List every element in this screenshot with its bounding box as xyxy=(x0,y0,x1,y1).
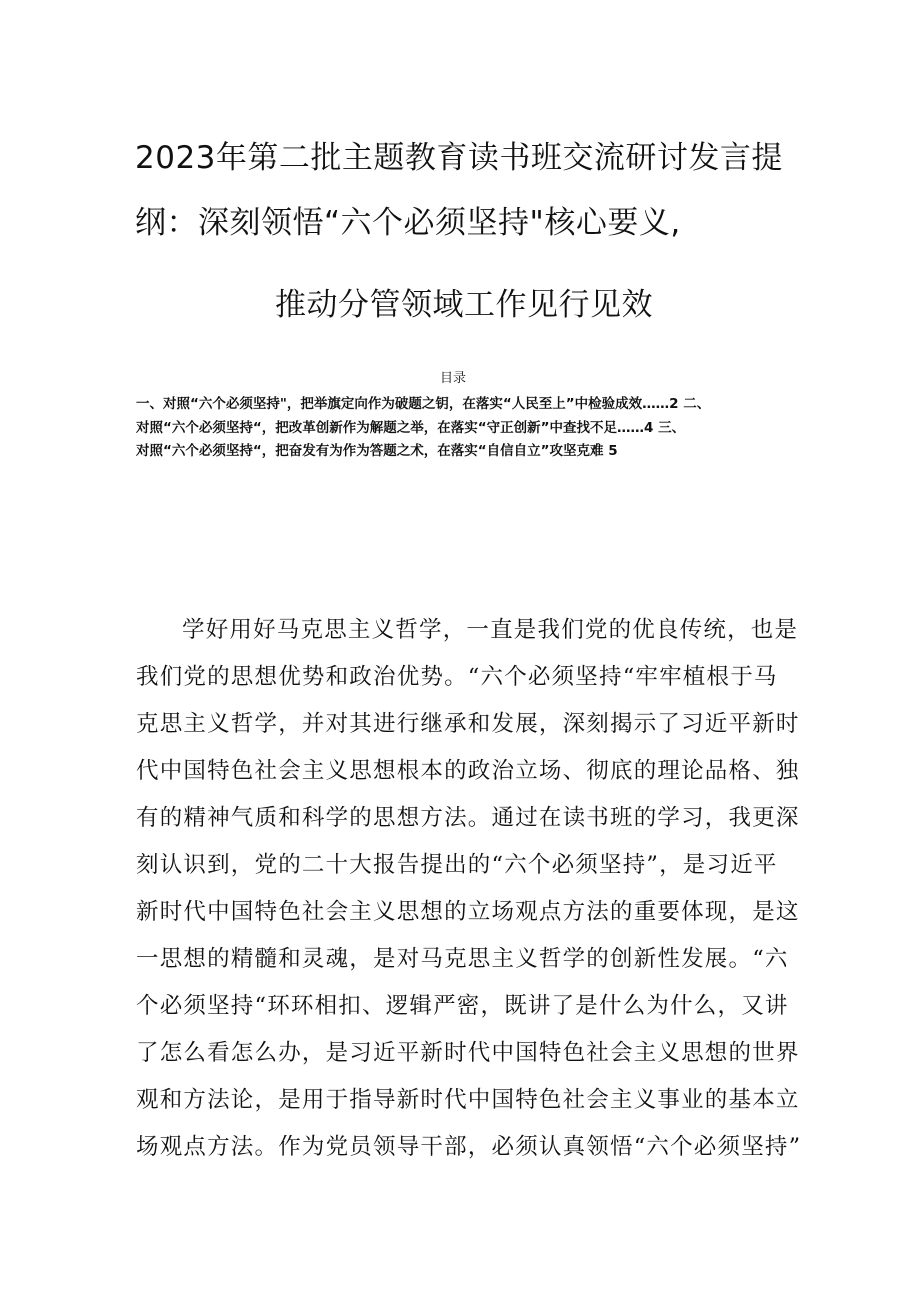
body-text-line: 一思想的精髓和灵魂，是对马克思主义哲学的创新性发展。“六 xyxy=(136,946,789,972)
body-text-line: 我们党的思想优势和政治优势。“六个必须坚持“牢牢植根于马 xyxy=(136,664,778,690)
toc-line: 对照“六个必须坚持“，把改革创新作为解题之举，在落实“守正创新”中查找不足……4 三、 xyxy=(136,420,686,436)
body-text-line: 新时代中国特色社会主义思想的立场观点方法的重要体现，是这 xyxy=(136,899,800,925)
toc-line: 对照“六个必须坚持“，把奋发有为作为答题之术，在落实“自信自立”攻坚克难 5 xyxy=(136,443,618,459)
document-title-line-1: 2023年第二批主题教育读书班交流研讨发言提 xyxy=(135,140,783,176)
document-title-line-2: 纲：深刻领悟“六个必须坚持"核心要义, xyxy=(135,205,681,241)
body-text-line: 克思主义哲学，并对其进行继承和发展，深刻揭示了习近平新时 xyxy=(136,711,800,737)
body-text-line: 观和方法论，是用于指导新时代中国特色社会主义事业的基本立 xyxy=(136,1087,800,1113)
body-text-line: 刻认识到，党的二十大报告提出的“六个必须坚持”，是习近平 xyxy=(136,852,778,878)
body-text-line: 了怎么看怎么办，是习近平新时代中国特色社会主义思想的世界 xyxy=(136,1040,800,1066)
body-text-line: 个必须坚持“环环相扣、逻辑严密，既讲了是什么为什么，又讲 xyxy=(136,993,789,1019)
body-text-line: 场观点方法。作为党员领导干部，必须认真领悟“六个必须坚持” xyxy=(136,1134,802,1160)
body-text-line: 有的精神气质和科学的思想方法。通过在读书班的学习，我更深 xyxy=(136,805,800,831)
body-text-line: 学好用好马克思主义哲学，一直是我们党的优良传统，也是 xyxy=(182,617,799,643)
toc-line: 一、对照“六个必须坚持"，把举旗定向作为破题之钥，在落实“人民至上”中检验成效……2 二、 xyxy=(136,396,711,412)
document-title-line-3: 推动分管领域工作见行见效 xyxy=(275,287,653,323)
toc-heading: 目录 xyxy=(440,371,467,386)
body-text-line: 代中国特色社会主义思想根本的政治立场、彻底的理论品格、独 xyxy=(136,758,800,784)
